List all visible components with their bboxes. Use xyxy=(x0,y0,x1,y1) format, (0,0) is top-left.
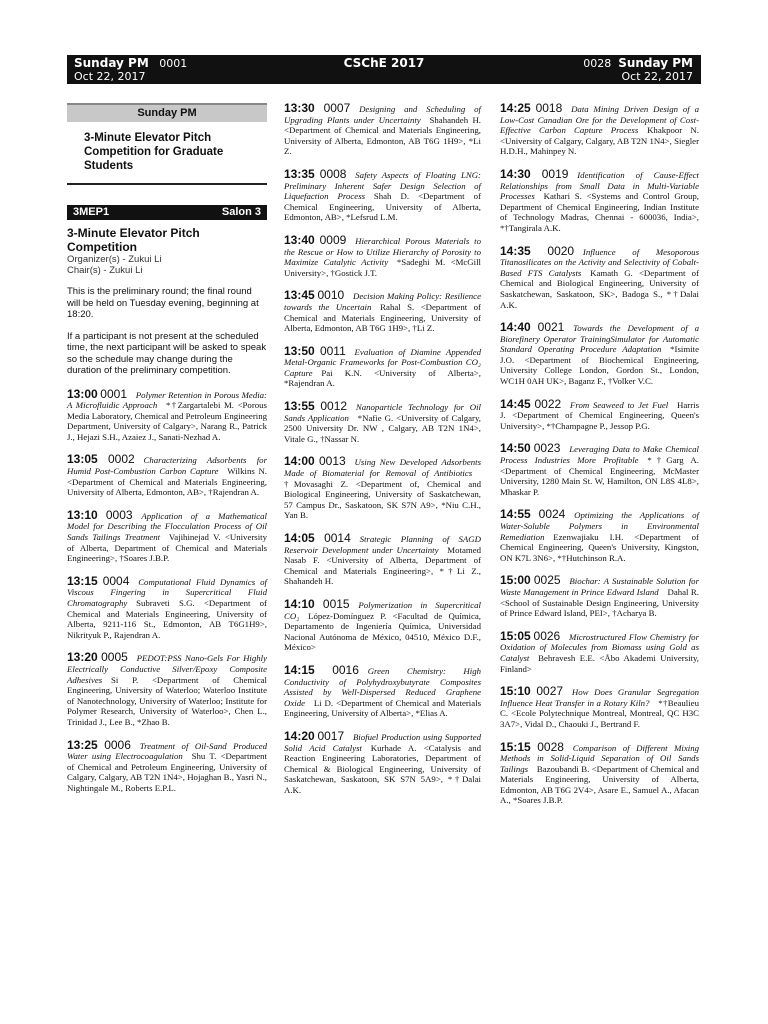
entry-number: 0009 xyxy=(319,232,347,247)
entry-title: Strategic Planning of SAGD Reservoir Development under Uncertainty xyxy=(284,534,482,555)
entry-number: 0025 xyxy=(533,573,561,588)
session-code: 3MEP1 xyxy=(73,206,110,218)
schedule-entry xyxy=(67,652,267,727)
header-right-date: Oct 22, 2017 xyxy=(621,70,693,83)
entry-number: 0007 xyxy=(323,101,351,115)
entry-time: 14:50 xyxy=(500,441,531,456)
entry-authors: †Movasaghi Z. <Department of, Chemical and Biological Engineering, University of Saskatchewan, 57 Campus Dr., Saskatoon, SK S7N A9>, *Niu C.H., Yan B. xyxy=(284,478,481,521)
entry-authors: *†Garg A. <Department of Chemical Engineering, McMaster University, 1280 Main St. W, Hamilton, ON L8S 4L8>, Mhaskar P. xyxy=(500,455,699,497)
entry-number: 0023 xyxy=(533,441,561,456)
entry-time: 13:40 xyxy=(284,232,315,247)
entry-title: Using New Developed Adsorbents Made of Biomaterial for Removal of Antibiotics xyxy=(284,457,481,479)
entry-number: 0020 xyxy=(547,243,575,258)
entry-time: 13:10 xyxy=(67,507,98,522)
entry-list xyxy=(67,386,268,794)
entry-authors: Bazoubandi B. <Department of Chemical and Materials Engineering, University of Alberta, Edmonton, AB T6G 2V4>, Asare E., Samuel A., Afacan A., *Soares J.B.P. xyxy=(500,763,699,806)
schedule-entry xyxy=(284,596,481,653)
entry-title: Treatment of Oil-Sand Produced Water using Electrocoagulation xyxy=(67,740,267,762)
session-note: If a participant is not present at the scheduled time, the next participant will be asked to speak so the schedule may change during the duration of the preliminary competition. xyxy=(67,330,267,376)
entry-title: Biofuel Production using Supported Solid Acid Catalyst xyxy=(284,731,481,753)
entry-time: 13:45 xyxy=(284,288,315,303)
entry-authors: Rahal S. <Department of Chemical and Materials Engineering, University of Alberta, Edmonton, AB T6G 1H9>, †Li Z. xyxy=(284,301,481,334)
schedule-entry xyxy=(500,686,699,729)
schedule-entry xyxy=(67,573,267,641)
entry-authors: Kamath G. <Department of Chemical and Biological Engineering, University of Saskatchewan, Saskatoon, SK>, Badoga S., *†Dalai A.K. xyxy=(500,267,699,310)
entry-title: Influence of Mesoporous Titanosilicates on the Activity and Selectivity of Cobalt-Based FTS Catalysts xyxy=(500,246,699,278)
entry-number: 0014 xyxy=(324,531,351,545)
entry-time: 14:05 xyxy=(284,531,315,545)
entry-number: 0010 xyxy=(317,288,345,303)
entry-number: 0006 xyxy=(104,737,131,752)
entry-authors: Si P. <Department of Chemical Engineering, University of Waterloo; Waterloo Institute of Nanotechnology, University of Waterloo; Institute for Polymer Research, University of Waterloo>, Chen L., Trinidad J., Lee B., *Zhao B. xyxy=(67,674,267,727)
entry-title: Polymerization in Supercritical CO₂ xyxy=(284,599,481,621)
schedule-entry xyxy=(284,290,481,333)
schedule-entry xyxy=(284,662,481,719)
entry-time: 15:00 xyxy=(500,573,531,588)
entry-title: Safety Aspects of Floating LNG: Preliminary Inherent Safer Design Selection of Liquefaction Process xyxy=(284,169,481,202)
schedule-entry xyxy=(284,533,481,587)
entry-authors: Shahandeh H. <Department of Chemical and Materials Engineering, University of Alberta, Edmonton, AB T6G 1H9>, *Li Z. xyxy=(284,114,482,157)
entry-number: 0011 xyxy=(319,343,346,358)
entry-title: Optimizing the Applications of Water-Soluble Polymers in Environmental Remediation xyxy=(500,510,699,542)
entry-number: 0016 xyxy=(332,662,359,677)
page-header xyxy=(67,55,701,84)
entry-authors: *Sadeghi M. <McGill University>, †Gostick J.T. xyxy=(284,257,481,278)
schedule-entry xyxy=(500,103,699,157)
entry-number: 0001 xyxy=(100,386,127,401)
schedule-entry xyxy=(67,737,267,794)
entry-authors: López-Domínguez P. <Facultad de Química, Departamento de Ingeniería Química, Universidad Nacional Autónoma de México, 04510, México D.F., México> xyxy=(284,610,481,653)
schedule-entry xyxy=(500,575,699,618)
entry-authors: Dahal R. <School of Sustainable Design Engineering, University of Prince Edward Island, PEI>, †Acharya B. xyxy=(500,586,699,619)
entry-authors: Ezenwajiaku I.H. <Department of Chemical Engineering, Queen's University, Kingston, ON K7L 3N6>, *†Hutchinson R.A. xyxy=(500,531,699,563)
entry-authors: Shah D. <Department of Chemical Engineering, University of Alberta, Edmonton, AB>, *Lefsrud L.M. xyxy=(284,191,481,223)
entry-title: Evaluation of Diamine Appended Metal-Organic Frameworks for Post-Combustion CO₂ Capture xyxy=(284,346,481,378)
entry-title: Polymer Retention in Porous Media: A Microfluidic Approach xyxy=(67,389,267,411)
entry-number: 0022 xyxy=(534,396,562,411)
entry-time: 14:10 xyxy=(284,596,315,611)
entry-number: 0008 xyxy=(319,166,347,181)
column-1 xyxy=(67,103,267,794)
entry-time: 14:00 xyxy=(284,454,315,469)
schedule-entry xyxy=(284,728,481,796)
entry-number: 0005 xyxy=(101,650,128,665)
schedule-entry xyxy=(500,243,699,311)
entry-authors: *Isimite J.O. <Department of Biochemical Engineering, University College London, Gordon St., London, WC1H 0AH UK>, Baganz F., †Volker V.C. xyxy=(500,344,699,387)
entry-number: 0028 xyxy=(537,739,564,754)
entry-title: Biochar: A Sustainable Solution for Waste Management in Prince Edward Island xyxy=(500,576,700,597)
entry-number: 0003 xyxy=(105,507,133,522)
entry-time: 13:50 xyxy=(284,343,315,358)
entry-number: 0013 xyxy=(318,454,346,469)
header-left-date: Oct 22, 2017 xyxy=(74,70,146,83)
entry-authors: Subraveti S.G. <Department of Chemical and Materials Engineering, University of Alberta, 9211-116 St., Edmonton, AB T6G1H9>, Nikrityuk P., Rajendran A. xyxy=(67,598,267,640)
header-left-number: 0001 xyxy=(159,57,188,70)
entry-title: Comparison of Different Mixing Methods in Solid-Liquid Separation of Oil Sands Tailings xyxy=(500,742,700,774)
entry-authors: *†Zargartalebi M. <Porous Media Laboratory, Chemical and Petroleum Engineering Department, University of Calgary>, Narang R., Patrick J., Hejazi S.H., Azaiez J., Sanati-Nezhad A. xyxy=(67,400,267,442)
entry-title: Data Mining Driven Design of a Low-Cost Canadian Ore for the Development of Cost-Effective Carbon Capture Process xyxy=(500,104,700,136)
schedule-entry xyxy=(500,443,699,497)
entry-time: 14:25 xyxy=(500,101,531,115)
entry-number: 0015 xyxy=(322,596,350,611)
entry-title: Identification of Cause-Effect Relationships from Small Data in Multi-Variable Processes xyxy=(500,169,699,202)
header-right-number: 0028 xyxy=(583,57,612,70)
entry-title: From Seaweed to Jet Fuel xyxy=(569,399,669,410)
schedule-entry xyxy=(67,454,267,497)
session-chairs: Chair(s) - Zukui Li xyxy=(67,265,143,276)
entry-authors: Motamed Nasab F. <University of Alberta, Department of Chemical and Materials Engineering>, *†Li Z., Shahandeh H. xyxy=(284,544,481,587)
column-2 xyxy=(284,103,481,795)
entry-time: 13:55 xyxy=(284,399,315,414)
schedule-entry xyxy=(67,507,268,564)
schedule-entry xyxy=(284,343,481,389)
schedule-entry xyxy=(500,166,699,234)
entry-authors: Kurhade A. <Catalysis and Reaction Engineering Laboratories, Department of Chemical & Biological Engineering, University of Saskatchewan, Saskatoon, SK S7N 5A9>, *†Dalai A.K. xyxy=(284,742,481,795)
entry-authors: Behravesh E.E. <Åbo Akademi University, Finland> xyxy=(500,652,699,674)
entry-title: Nanoparticle Technology for Oil Sands Application xyxy=(284,402,481,423)
entry-time: 14:55 xyxy=(500,507,531,522)
entry-number: 0024 xyxy=(538,507,566,522)
competition-title: 3-Minute Elevator Pitch Competition for Graduate Students xyxy=(67,122,267,185)
entry-time: 14:20 xyxy=(284,728,315,743)
entry-title: Hierarchical Porous Materials to the Rescue or How to Utilize Hierarchy of Porosity to Maximize Catalytic Activity xyxy=(284,235,481,268)
entry-time: 13:00 xyxy=(67,386,98,401)
entry-authors: Pai K.N. <University of Alberta>, *Rajendran A. xyxy=(284,367,481,389)
entry-title: Towards the Development of a Biorefinery Operator TrainingSimulator for Automatic Standard Operating Procedure Adaptation xyxy=(500,323,699,355)
entry-time: 15:15 xyxy=(500,739,531,754)
entry-title: Application of a Mathematical Model for Describing the Flocculation Process of Oil Sands Tailings Treatment xyxy=(67,510,268,543)
column-3 xyxy=(500,103,699,806)
entry-time: 13:20 xyxy=(67,650,98,665)
schedule-entry xyxy=(284,103,481,157)
entry-number: 0017 xyxy=(317,728,345,743)
entry-title: Characterizing Adsorbents for Humid Post-Combustion Carbon Capture xyxy=(67,455,267,477)
session-title: 3-Minute Elevator Pitch Competition xyxy=(67,226,200,254)
entry-authors: Shu T. <Department of Chemical and Petroleum Engineering, University of Calgary, Calgary, AB T2N 1N4>, Hojaghan B., Yasri N., Nightingale M., Roberts E.P.L. xyxy=(67,751,267,793)
entry-title: PEDOT:PSS Nano-Gels For Highly Electrically Conductive Silver/Epoxy Composite Adhesives xyxy=(67,653,268,685)
entry-time: 13:30 xyxy=(284,101,315,115)
entry-time: 13:35 xyxy=(284,166,315,181)
header-right-day: Sunday PM xyxy=(618,56,693,70)
entry-time: 14:45 xyxy=(500,396,531,411)
entry-time: 13:25 xyxy=(67,737,98,752)
entry-time: 15:05 xyxy=(500,628,531,643)
session-room: Salon 3 xyxy=(221,206,261,218)
entry-time: 14:40 xyxy=(500,320,531,335)
entry-number: 0027 xyxy=(536,684,564,699)
entry-title: Computational Fluid Dynamics of Viscous Fingering in Supercritical Fluid Chromatography xyxy=(67,576,267,608)
entry-time: 13:05 xyxy=(67,452,98,467)
entry-time: 15:10 xyxy=(500,684,531,699)
schedule-entry xyxy=(500,739,700,807)
entry-authors: Harris J. <Department of Chemical Engineering, Queen's University>, *†Champagne P., Jessop P.G. xyxy=(500,399,699,431)
entry-authors: Kathari S. <Systems and Control Group, Department of Chemical Engineering, Indian Institute of Technology Madras, Chennai - 600036, India>, *†Tangirala A.K. xyxy=(500,191,699,233)
schedule-entry xyxy=(67,386,267,443)
entry-number: 0012 xyxy=(320,399,348,414)
schedule-entry xyxy=(500,628,700,674)
schedule-entry xyxy=(500,396,699,432)
entry-title: Microstructured Flow Chemistry for Oxidation of Molecules from Biomass using Gold as Catalyst xyxy=(500,631,700,663)
entry-list xyxy=(284,103,481,795)
header-conference: CSChE 2017 xyxy=(343,56,425,70)
schedule-entry xyxy=(500,322,699,387)
entry-number: 0018 xyxy=(535,101,563,115)
entry-authors: Wilkins N. <Department of Chemical and Materials Engineering, University of Alberta, Edmonton, AB>, †Rajendran A. xyxy=(67,466,267,498)
entry-authors: *Nafie G. <University of Calgary, 2500 University Dr. NW , Calgary, AB T2N 1N4>, Vitale G., †Nassar N. xyxy=(284,412,481,444)
schedule-entry xyxy=(500,509,699,563)
entry-title: Decision Making Policy: Resilience towards the Uncertain xyxy=(284,291,481,312)
schedule-entry xyxy=(284,401,481,444)
entry-time: 14:35 xyxy=(500,243,531,258)
session-bar xyxy=(67,205,267,220)
entry-authors: Khakpoor N. <University of Calgary, Calgary, AB T2N 1N4>, Siegler H.D.H., Mahinpey N. xyxy=(500,125,699,157)
schedule-entry xyxy=(284,232,481,278)
entry-authors: Li D. <Department of Chemical and Materials Engineering, University of Alberta>, *Elias A. xyxy=(284,697,481,719)
session-organizers: Organizer(s) - Zukui Li xyxy=(67,254,162,265)
entry-time: 14:15 xyxy=(284,662,315,677)
header-left-day: Sunday PM xyxy=(74,56,149,70)
entry-number: 0026 xyxy=(533,628,561,643)
entry-list xyxy=(500,103,699,806)
entry-number: 0004 xyxy=(102,573,130,588)
schedule-entry xyxy=(284,166,481,223)
entry-number: 0002 xyxy=(107,452,135,467)
entry-number: 0021 xyxy=(537,320,565,335)
entry-number: 0019 xyxy=(541,166,569,181)
schedule-entry xyxy=(284,456,481,521)
entry-title: Green Chemistry: High Conductivity of Polyhydroxybutyrate Composites Assisted by Well-Dispersed Reduced Graphene Oxide xyxy=(284,665,481,708)
entry-title: How Does Granular Segregation Influence Heat Transfer in a Rotary Kiln? xyxy=(500,687,699,708)
entry-authors: Vajihinejad V. <University of Alberta, Department of Chemical and Materials Engineering>, †Soares J.B.P. xyxy=(67,532,267,564)
entry-title: Leveraging Data to Make Chemical Process Industries More Profitable xyxy=(500,444,699,466)
session-note: This is the preliminary round; the final round will be held on Tuesday evening, beginning at 18:20. xyxy=(67,286,259,320)
section-heading: Sunday PM xyxy=(67,103,267,122)
entry-time: 14:30 xyxy=(500,166,531,181)
entry-authors: *†Beaulieu C. <Ecole Polytechnique Montreal, Montreal, QC H3C 3A7>, Vidal D., Chaouki J., Bertrand F. xyxy=(500,697,699,729)
entry-title: Designing and Scheduling of Upgrading Plants under Uncertainty xyxy=(284,104,481,125)
entry-time: 13:15 xyxy=(67,573,98,588)
